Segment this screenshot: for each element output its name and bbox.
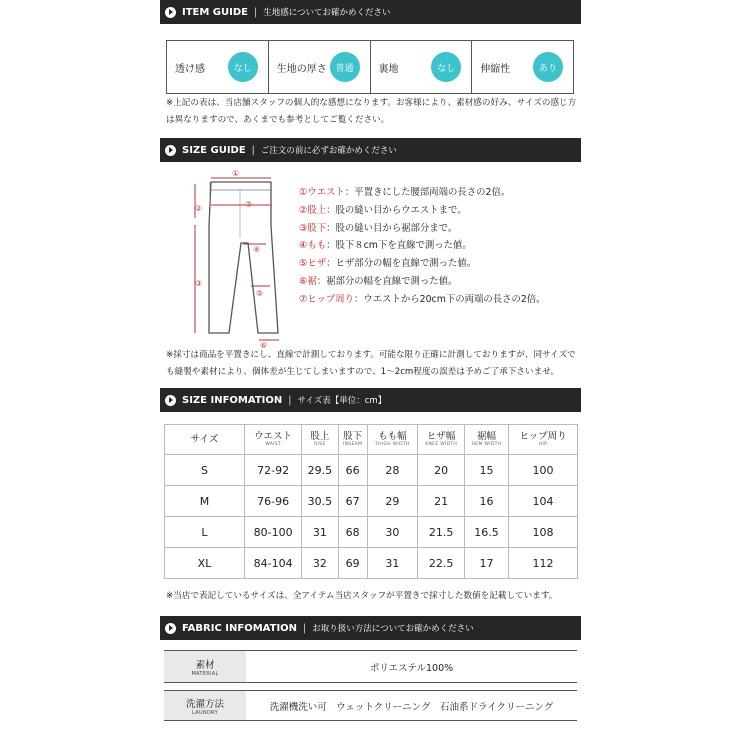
table-cell: 21: [418, 486, 465, 517]
diagram-number: ⑤: [256, 289, 264, 298]
column-header: [302, 425, 338, 455]
header-en: HEM WIDTH: [471, 442, 502, 447]
guide-badge: なし: [228, 52, 258, 82]
item-desc: ：股下８cm下を直線で測った値。: [326, 240, 472, 252]
table-cell: 16.5: [465, 517, 509, 548]
guide-label: 裏地: [378, 63, 399, 75]
table-header-row: [165, 425, 578, 455]
header-ja: 股上: [310, 431, 330, 442]
header-ja: ヒザ幅: [426, 431, 456, 442]
item-guide-note: [166, 95, 576, 129]
header-en: RISE: [314, 442, 326, 447]
table-row: [165, 517, 578, 548]
fabric-info-header: FABRIC INFOMATION | お取り扱い方法についてお確かめください: [160, 616, 581, 640]
item-desc: ：股の縫い目からウエストまで。: [326, 204, 467, 216]
table-cell: 32: [302, 548, 338, 579]
item-desc: ：股の縫い目から裾部分まで。: [326, 222, 458, 234]
guide-badge: なし: [431, 52, 461, 82]
guide-label: 伸縮性: [480, 63, 511, 75]
table-cell: 29: [367, 486, 418, 517]
guide-badge: 普通: [330, 52, 360, 82]
item-mark: ④もも: [299, 240, 327, 252]
diagram-number: ②: [195, 204, 203, 213]
size-guide-header: SIZE GUIDE | ご注文の前に必ずお確かめください: [160, 138, 581, 162]
header-en: KNEE WIDTH: [425, 442, 458, 447]
diagram-number: ③: [195, 279, 203, 288]
diagram-number: ⑥: [260, 341, 268, 348]
table-cell: L: [165, 517, 245, 548]
laundry-value: 洗濯機洗い可 ウェットクリーニング 石油系ドライクリーニング: [269, 701, 554, 713]
table-cell: 112: [508, 548, 577, 579]
guide-cell: [268, 41, 370, 93]
size-guide-list: [299, 184, 546, 309]
header-ja: ウエスト: [254, 431, 293, 442]
item-mark: ②股上: [299, 204, 327, 216]
table-cell: XL: [165, 548, 245, 579]
item-mark: ①ウエスト: [299, 187, 345, 198]
laundry-row: [164, 690, 577, 721]
guide-cell: [370, 41, 472, 93]
header-ja: ヒップ周り: [519, 431, 567, 442]
material-row: [164, 650, 577, 683]
play-icon: [165, 145, 176, 156]
guide-badge: あり: [533, 52, 563, 82]
table-cell: 108: [508, 517, 577, 548]
header-ja: もも幅: [378, 431, 407, 442]
size-guide-subtitle: ご注文の前に必ずお確かめください: [260, 146, 397, 156]
table-row: [165, 455, 578, 486]
item-guide-table: [166, 40, 574, 94]
table-cell: M: [165, 486, 245, 517]
table-cell: 76-96: [245, 486, 302, 517]
header-en: THIGH WIDTH: [375, 442, 410, 447]
pants-diagram: [180, 168, 280, 348]
guide-label: 透け感: [175, 63, 205, 75]
table-cell: 28: [367, 455, 418, 486]
material-label: [164, 651, 246, 682]
item-desc: ：ヒザ部分の幅を直線で測った値。: [326, 258, 477, 270]
size-info-subtitle: サイズ表【単位：cm】: [297, 396, 387, 406]
table-cell: 67: [338, 486, 367, 517]
table-cell: 80-100: [245, 517, 302, 548]
header-en: INSEAM: [343, 442, 363, 447]
label-ja: 洗濯方法: [185, 698, 224, 710]
list-item: [299, 220, 546, 238]
header-ja: 裾幅: [477, 431, 497, 442]
item-guide-title: ITEM GUIDE: [182, 6, 248, 18]
column-header: [245, 425, 302, 455]
table-cell: 100: [508, 455, 577, 486]
label-en: LAUNDRY: [192, 709, 218, 716]
fabric-info-subtitle: お取り扱い方法についてお確かめください: [312, 624, 474, 634]
header-ja: 股下: [343, 431, 363, 442]
table-cell: 31: [367, 548, 418, 579]
column-header: [165, 425, 245, 455]
size-guide-title: SIZE GUIDE: [182, 144, 246, 156]
list-item: [299, 202, 546, 220]
table-cell: 66: [338, 455, 367, 486]
guide-cell: [471, 41, 573, 93]
diagram-number: ①: [232, 169, 240, 178]
table-cell: 104: [508, 486, 577, 517]
list-item: [299, 184, 546, 202]
table-row: [165, 486, 578, 517]
size-info-note: ※当店で表記しているサイズは、全アイテム当店スタッフが平置きで採寸した数値を記載しています。: [166, 591, 558, 601]
diagram-number: ⑦: [245, 200, 253, 209]
label-en: MATERIAL: [191, 670, 219, 677]
item-desc: ：平置きにした腰部両端の長さの2倍。: [344, 187, 511, 198]
table-row: [165, 548, 578, 579]
material-value: ポリエステル100%: [369, 662, 454, 674]
column-header: [465, 425, 509, 455]
table-cell: 30.5: [302, 486, 338, 517]
table-cell: 84-104: [245, 548, 302, 579]
table-cell: 16: [465, 486, 509, 517]
header-ja: サイズ: [190, 434, 219, 445]
item-mark: ⑥裾: [299, 275, 317, 287]
item-mark: ⑤ヒザ: [299, 258, 327, 270]
item-guide-subtitle: 生地感についてお確かめください: [263, 8, 391, 18]
table-cell: 30: [367, 517, 418, 548]
list-item: [299, 255, 546, 273]
table-cell: 29.5: [302, 455, 338, 486]
item-desc: ：裾部分の幅を直線で測った値。: [316, 275, 458, 287]
fabric-info-title: FABRIC INFOMATION: [182, 622, 298, 634]
header-en: WAIST: [265, 442, 281, 447]
laundry-label: [164, 691, 246, 720]
table-cell: 21.5: [418, 517, 465, 548]
table-cell: 31: [302, 517, 338, 548]
table-cell: 17: [465, 548, 509, 579]
column-header: [338, 425, 367, 455]
table-cell: 72-92: [245, 455, 302, 486]
item-mark: ⑦ヒップ周り: [299, 293, 354, 305]
table-cell: 69: [338, 548, 367, 579]
table-cell: 20: [418, 455, 465, 486]
play-icon: [165, 623, 176, 634]
size-info-title: SIZE INFOMATION: [182, 394, 283, 406]
item-guide-header: ITEM GUIDE | 生地感についてお確かめください: [160, 0, 581, 24]
item-desc: ：ウエストから20cm下の両端の長さの2倍。: [354, 293, 546, 305]
header-en: HIP: [538, 442, 548, 447]
guide-label: 生地の厚さ: [276, 63, 327, 75]
note-line: も縫製や素材により、個体差が生じてしまいますので、1〜2cm程度の誤差は予めご了承下さいませ。: [166, 367, 560, 377]
play-icon: [165, 7, 176, 18]
guide-cell: [167, 41, 268, 93]
note-line: ※上記の表は、当店舗スタッフの個人的な感想になります。お客様により、素材感の好み、サイズの感じ方: [166, 98, 577, 108]
list-item: [299, 291, 546, 309]
diagram-number: ④: [253, 245, 261, 254]
label-ja: 素材: [195, 659, 215, 671]
table-cell: 15: [465, 455, 509, 486]
column-header: [367, 425, 418, 455]
item-mark: ③股下: [299, 222, 327, 234]
note-line: ※採寸は商品を平置きにし、直線で計測しております。可能な限り正確に計測しておりますが、同サイズで: [166, 350, 576, 360]
column-header: [418, 425, 465, 455]
size-table: [164, 424, 578, 579]
table-cell: 22.5: [418, 548, 465, 579]
column-header: [508, 425, 577, 455]
list-item: [299, 273, 546, 291]
play-icon: [165, 395, 176, 406]
size-guide-note: [166, 347, 576, 381]
list-item: [299, 237, 546, 255]
table-cell: 68: [338, 517, 367, 548]
table-cell: S: [165, 455, 245, 486]
size-info-header: SIZE INFOMATION | サイズ表【単位：cm】: [160, 388, 581, 412]
note-line: は異なりますので、あくまでも参考としてご覧ください。: [166, 115, 390, 125]
